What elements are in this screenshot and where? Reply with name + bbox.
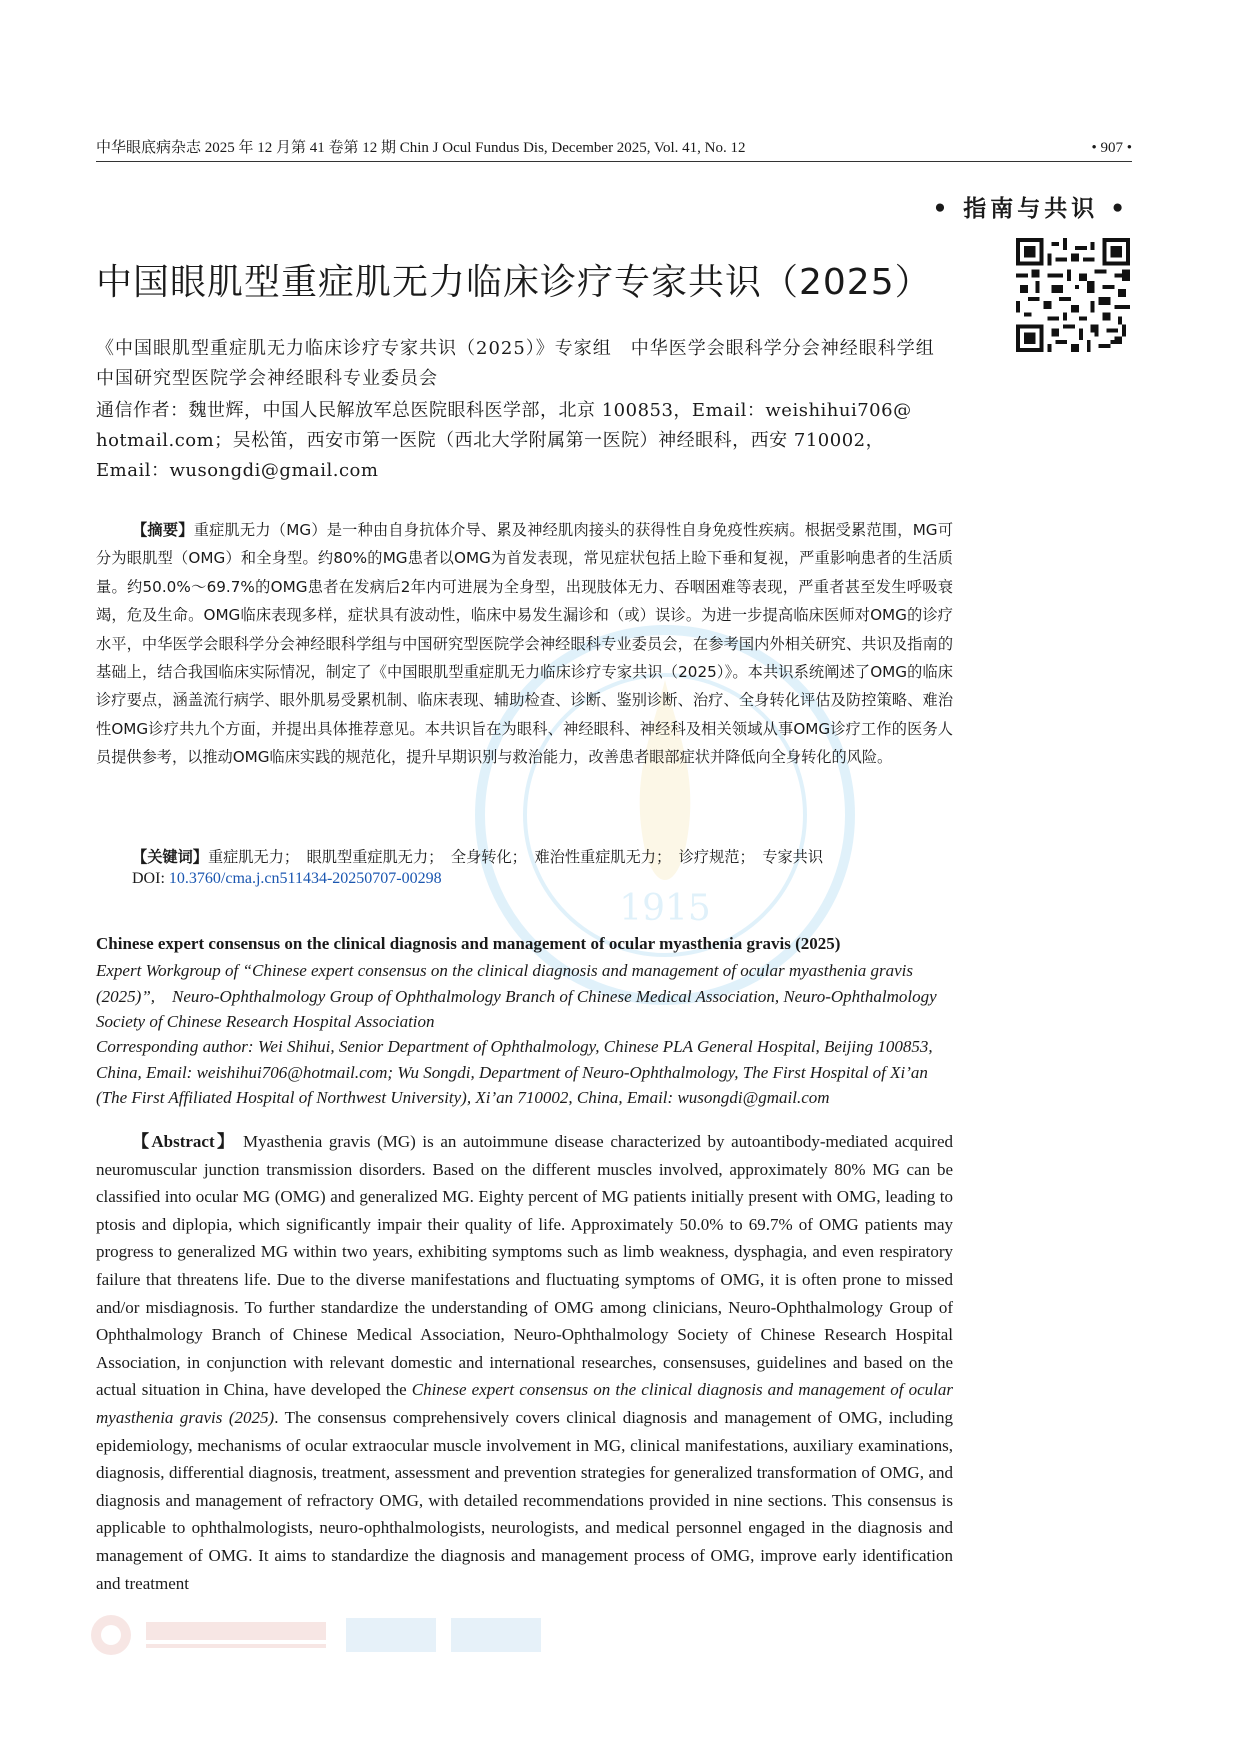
corr-line-1: 通信作者：魏世辉，中国人民解放军总医院眼科医学部，北京 100853，Email：weishihui706@	[96, 400, 912, 421]
keywords-cn-text: 重症肌无力； 眼肌型重症肌无力； 全身转化； 难治性重症肌无力； 诊疗规范； 专家共识	[207, 848, 824, 866]
english-correspondence: Corresponding author: Wei Shihui, Senior Department of Ophthalmology, Chinese PLA General Hospital, Beijing 100853, China, Email: weishihui706@hotmail.com; Wu Songdi, Department of Neuro-Ophthalmology, The First Hospital of Xi’an (The First Affiliated Hospital of Northwest University), Xi’an 710002, China, Email: wusongdi@gmail.com	[96, 1037, 933, 1107]
publisher-logo-watermark	[86, 1610, 586, 1660]
english-author-groups: Expert Workgroup of “Chinese expert consensus on the clinical diagnosis and management of ocular myasthenia gravis (2025)”, Neuro-Ophthalmology Group of Ophthalmology Branch of Chinese Medical Association, Neuro-Ophthalmology Society of Chinese Research Hospital Association	[96, 961, 937, 1031]
section-tag: • 指南与共识 •	[932, 196, 1129, 222]
english-title: Chinese expert consensus on the clinical diagnosis and management of ocular myasthenia gravis (2025)	[96, 934, 841, 953]
english-abstract-part1: Myasthenia gravis (MG) is an autoimmune disease characterized by autoantibody-mediated acquired neuromuscular junction transmission disorders. Based on the different muscles involved, approximately 80% MG can be classified into ocular MG (OMG) and generalized MG. Eighty percent of MG patients initially present with OMG, leading to ptosis and diplopia, which significantly impair their quality of life. Approximately 50.0% to 69.7% of OMG patients may progress to generalized MG within two years, exhibiting symptoms such as limb weakness, dysphagia, and even respiratory failure that threatens life. Due to the diverse manifestations and fluctuating symptoms of OMG, it is often prone to missed and/or misdiagnosis. To further standardize the understanding of OMG among clinicians, Neuro-Ophthalmology Group of Ophthalmology Branch of Chinese Medical Association, Neuro-Ophthalmology Society of Chinese Research Hospital Association, in conjunction with relevant domestic and international researches, consensuses, guidelines and based on the actual situation in China, have developed the	[96, 1132, 954, 1400]
keywords-cn-label: 【关键词】	[132, 848, 208, 866]
corr-line-3: Email：wusongdi@gmail.com	[96, 460, 379, 481]
running-header	[96, 136, 1132, 162]
doi-label: DOI:	[132, 870, 169, 887]
paper-title: 中国眼肌型重症肌无力临床诊疗专家共识（2025）	[96, 262, 932, 303]
journal-info: 中华眼底病杂志 2025 年 12 月第 41 卷第 12 期 Chin J Ocul Fundus Dis, December 2025, Vol. 41, No. 12	[96, 140, 746, 156]
page-number: • 907 •	[1091, 140, 1132, 156]
keywords-cn	[132, 844, 954, 870]
english-abstract-italic: Chinese expert consensus on the clinical diagnosis and management of ocular myasthenia gravis (2025)	[96, 1380, 953, 1427]
english-abstract-label: 【Abstract】	[132, 1132, 237, 1151]
correspondence-cn	[96, 396, 956, 486]
qr-code-icon	[1016, 238, 1130, 352]
abstract-cn-label: 【摘要】	[132, 521, 194, 539]
english-abstract	[96, 1128, 953, 1597]
doi-link[interactable]: 10.3760/cma.j.cn511434-20250707-00298	[168, 870, 442, 887]
english-abstract-part2: . The consensus comprehensively covers clinical diagnosis and management of OMG, including epidemiology, mechanisms of ocular extraocular muscle involvement in MG, clinical manifestations, auxiliary examinations, diagnosis, differential diagnosis, treatment, assessment and prevention strategies for generalized transformation of OMG, and diagnosis and management of refractory OMG, with detailed recommendations provided in nine sections. This consensus is applicable to ophthalmologists, neuro-ophthalmologists, neurologists, and medical personnel engaged in the diagnosis and management of OMG. It aims to standardize the diagnosis and management process of OMG, improve early identification and treatment	[96, 1407, 954, 1593]
seal-year: 1915	[619, 888, 711, 929]
author-groups: 《中国眼肌型重症肌无力临床诊疗专家共识（2025）》专家组 中华医学会眼科学分会神经眼科学组 中国研究型医院学会神经眼科专业委员会	[96, 338, 954, 389]
abstract-cn	[96, 516, 953, 772]
abstract-cn-text: 重症肌无力（MG）是一种由自身抗体介导、累及神经肌肉接头的获得性自身免疫性疾病。根据受累范围，MG可分为眼肌型（OMG）和全身型。约80%的MG患者以OMG为首发表现，常见症状包括上睑下垂和复视，严重影响患者的生活质量。约50.0%～69.7%的OMG患者在发病后2年内可进展为全身型，出现肢体无力、吞咽困难等表现，严重者甚至发生呼吸衰竭，危及生命。OMG临床表现多样，症状具有波动性，临床中易发生漏诊和（或）误诊。为进一步提高临床医师对OMG的诊疗水平，中华医学会眼科学分会神经眼科学组与中国研究型医院学会神经眼科专业委员会，在参考国内外相关研究、共识及指南的基础上，结合我国临床实际情况，制定了《中国眼肌型重症肌无力临床诊疗专家共识（2025）》。本共识系统阐述了OMG的临床诊疗要点，涵盖流行病学、眼外肌易受累机制、临床表现、辅助检查、诊断、鉴别诊断、治疗、全身转化评估及防控策略、难治性OMG诊疗共九个方面，并提出具体推荐意见。本共识旨在为眼科、神经眼科、神经科及相关领域从事OMG诊疗工作的医务人员提供参考，以推动OMG临床实践的规范化，提升早期识别与救治能力，改善患者眼部症状并降低向全身转化的风险。	[96, 521, 954, 767]
corr-line-2: hotmail.com；吴松笛，西安市第一医院（西北大学附属第一医院）神经眼科，西安 710002，	[96, 430, 885, 451]
doi	[132, 870, 442, 888]
